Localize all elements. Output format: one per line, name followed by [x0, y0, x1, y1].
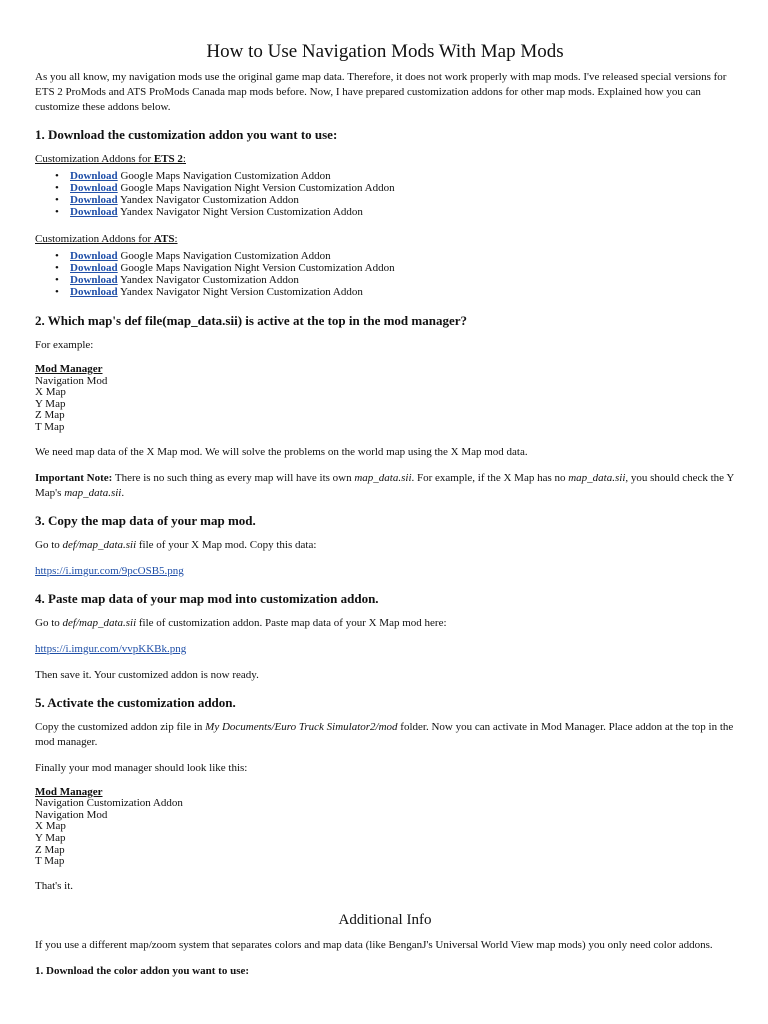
- step3-heading: 3. Copy the map data of your map mod.: [35, 512, 256, 528]
- download-link[interactable]: Download: [70, 286, 118, 298]
- download-link[interactable]: Download: [70, 170, 118, 182]
- mod-manager-heading: Mod Manager: [35, 363, 103, 375]
- mod-entry: Z Map: [35, 409, 65, 422]
- step4-image-link[interactable]: https://i.imgur.com/vvpKKBk.png: [35, 642, 187, 655]
- mod-entry: T Map: [35, 420, 65, 433]
- list-item: • Download Yandex Navigator Night Version Customization Addon: [55, 286, 363, 298]
- download-link[interactable]: Download: [70, 262, 118, 274]
- mod-manager-example: [35, 364, 735, 434]
- thats-it-text: That's it.: [35, 879, 74, 892]
- download-link[interactable]: Download: [70, 206, 118, 218]
- list-item: • Download Google Maps Navigation Customization Addon: [55, 250, 331, 262]
- step2-heading: 2. Which map's def file(map_data.sii) is active at the top in the mod manager?: [35, 313, 467, 328]
- page-title: How to Use Navigation Mods With Map Mods: [206, 41, 564, 62]
- list-item: • Download Yandex Navigator Night Version Customization Addon: [55, 206, 363, 218]
- list-item: • Download Google Maps Navigation Night Version Customization Addon: [55, 182, 395, 194]
- mod-entry: Navigation Customization Addon: [35, 797, 183, 810]
- additional-info-heading: Additional Info: [338, 911, 432, 928]
- mod-manager-final: [35, 787, 735, 868]
- ets2-addon-list: [35, 170, 735, 218]
- download-link[interactable]: Download: [70, 182, 118, 194]
- additional-info-text: If you use a different map/zoom system that separates colors and map data (like BenganJ's Universal World View map mods) you only need color addons.: [35, 938, 713, 951]
- step3-goto-text: Go to def/map_data.sii file of your X Map mod. Copy this data:: [35, 538, 317, 551]
- download-link[interactable]: Download: [70, 274, 118, 286]
- mod-entry: Navigation Mod: [35, 808, 108, 821]
- for-example-text: For example:: [35, 339, 94, 351]
- list-item: • Download Google Maps Navigation Customization Addon: [55, 170, 331, 182]
- mod-entry: T Map: [35, 855, 65, 868]
- mod-entry: Y Map: [35, 397, 66, 410]
- step3-image-link[interactable]: https://i.imgur.com/9pcOSB5.png: [35, 564, 184, 577]
- list-item: • Download Yandex Navigator Customization Addon: [55, 274, 299, 286]
- step1-heading: 1. Download the customization addon you want to use:: [35, 127, 338, 142]
- intro-paragraph: As you all know, my navigation mods use the original game map data. Therefore, it does not work properly with map mods. I've released special versions for ETS 2 ProMods and ATS ProMods Canada map mods before. Now, I have prepared customization addons for other map mods. Explained how you can customize these addons below.: [35, 71, 727, 113]
- copy-addon-text: Copy the customized addon zip file in My Documents/Euro Truck Simulator2/mod folder. Now you can activate in Mod Manager. Place addon at the top in the mod manager.: [35, 720, 734, 748]
- color-addon-heading: 1. Download the color addon you want to use:: [35, 964, 250, 977]
- step5-heading: 5. Activate the customization addon.: [35, 694, 236, 710]
- important-note: Important Note: There is no such thing as every map will have its own map_data.sii. For example, if the X Map has no map_data.sii, you should check the Y Map's map_data.sii.: [35, 471, 734, 499]
- list-item: • Download Google Maps Navigation Night Version Customization Addon: [55, 262, 395, 274]
- mod-entry: X Map: [35, 820, 66, 833]
- ets2-addons-label: Customization Addons for ETS 2:: [35, 153, 186, 165]
- mod-entry: X Map: [35, 386, 66, 399]
- mod-manager-heading: Mod Manager: [35, 785, 103, 798]
- mod-entry: Y Map: [35, 831, 66, 844]
- step4-heading: 4. Paste map data of your map mod into customization addon.: [35, 590, 379, 606]
- ats-addons-label: Customization Addons for ATS:: [35, 233, 178, 245]
- save-text: Then save it. Your customized addon is now ready.: [35, 668, 259, 681]
- step4-goto-text: Go to def/map_data.sii file of customization addon. Paste map data of your X Map mod here:: [35, 616, 447, 629]
- ats-addon-list: [35, 250, 735, 298]
- mod-entry: Navigation Mod: [35, 374, 108, 387]
- finally-text: Finally your mod manager should look like this:: [35, 761, 248, 774]
- download-link[interactable]: Download: [70, 250, 118, 262]
- mod-entry: Z Map: [35, 843, 65, 856]
- download-link[interactable]: Download: [70, 194, 118, 206]
- document-page: [35, 0, 735, 979]
- need-map-data-text: We need map data of the X Map mod. We will solve the problems on the world map using the X Map mod data.: [35, 445, 528, 458]
- list-item: • Download Yandex Navigator Customization Addon: [55, 194, 299, 206]
